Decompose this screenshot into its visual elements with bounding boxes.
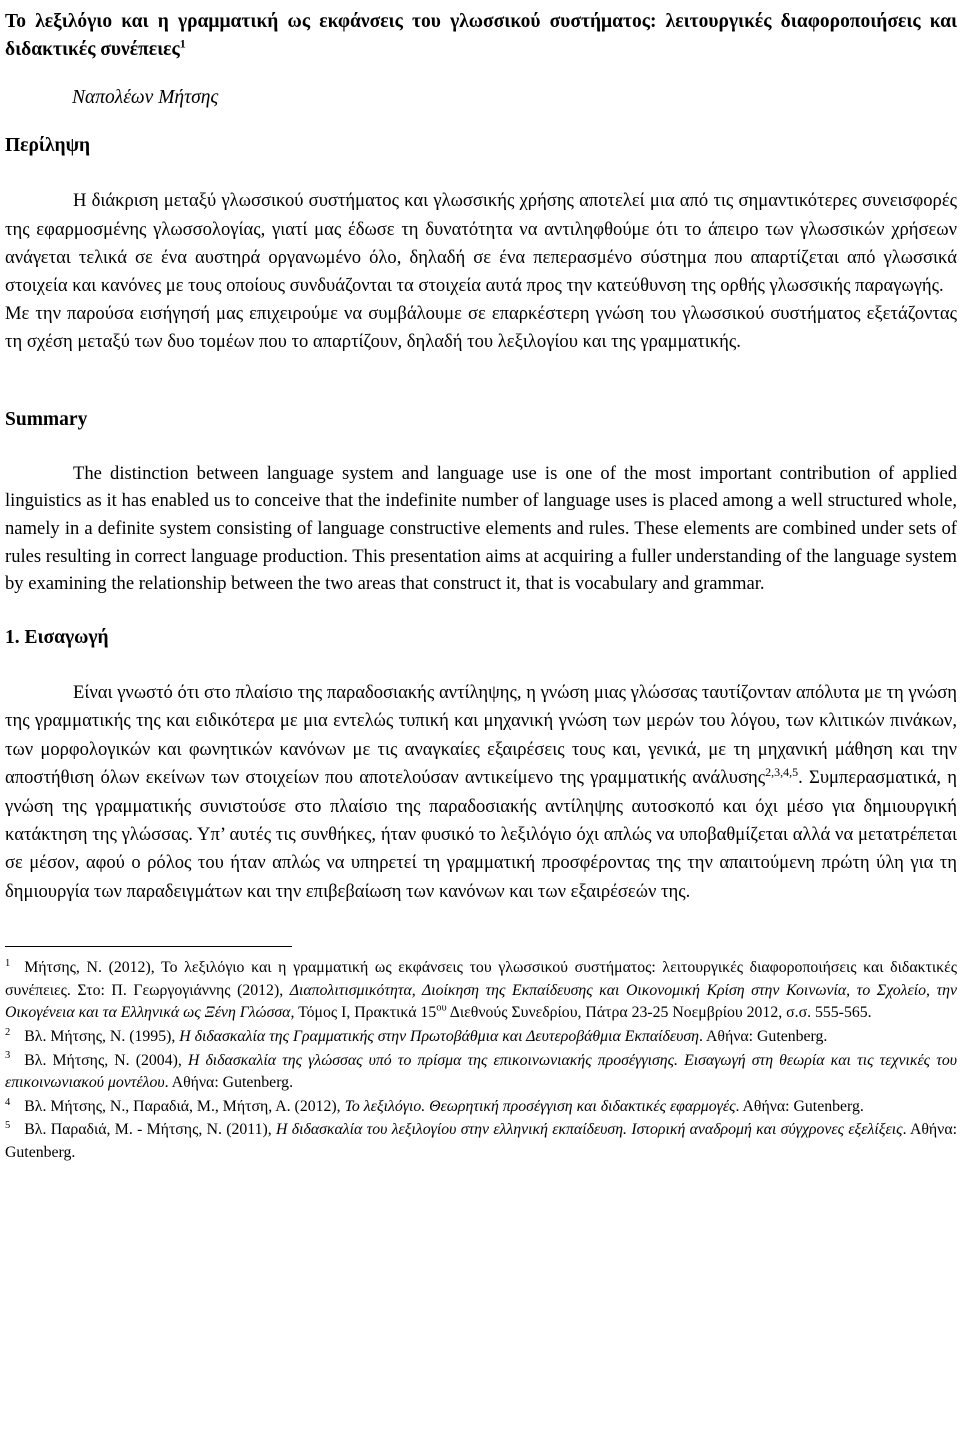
footnote-mark: 4 [5,1096,11,1108]
abstract-paragraph-2: Με την παρούσα εισήγησή μας επιχειρούμε να συμβάλουμε σε επαρκέστερη γνώση του γλωσσικού συστήματος εξετάζοντας τη σχέση μεταξύ των δυο τομέων που το απαρτίζουν, δηλαδή του λεξιλογίου και της γραμματικής. [5,303,957,353]
footnote-3 [5,1050,957,1095]
footnote-italic-title: Διαπολιτισμικότητα, Διοίκηση της Εκπαίδευσης και Οικονομική Κρίση στην Κοινωνία, το Σχολείο, την Οικογένεια και τα Ελληνικά ως Ξένη Γλώσσα [5,981,958,1022]
footnote-text: . Αθήνα: Gutenberg. [164,1074,294,1092]
footnote-text: . Αθήνα: Gutenberg. [735,1097,864,1115]
introduction-text-part-2: . Συμπερασματικά, η γνώση της γραμματικής συνιστούσε στο πλαίσιο της παραδοσιακής αντίληψης αυτοσκοπό και όχι μέσο για δημιουργική κατάκτηση της γλώσσας. Υπ’ αυτές τις συνθήκες, ήταν φυσικό το λεξιλόγιο όχι απλώς να υποβαθμίζεται αλλά να μετατρέπεται σε μέσον, αφού ο ρόλος του ήταν απλώς να υπηρετεί τη γραμματική προσφέροντας της την απαιτούμενη πρώτη ύλη για τη δημιουργία των παραδειγμάτων και την επιβεβαίωση των κανόνων και των εξαιρέσεών της. [5,767,957,902]
introduction-paragraph [5,679,957,906]
footnote-mark: 5 [5,1120,11,1132]
summary-paragraph: The distinction between language system and language use is one of the most important contribution of applied linguistics as it has enabled us to conceive that the indefinite number of language uses is placed among a well structured whole, namely in a definite system consisting of language constructive elements and rules. These elements are combined under sets of rules resulting in correct language production. This presentation aims at acquiring a fuller understanding of the language system by examining the relationship between the two areas that construct it, that is vocabulary and grammar. [5,462,957,595]
title-footnote-mark: 1 [179,36,186,51]
footnote-text: . Αθήνα: Gutenberg. [5,1121,957,1161]
abstract-heading: Περίληψη [5,135,91,157]
footnote-text: , Τόμος Ι, Πρακτικά 15 [290,1004,437,1022]
footnote-text: Βλ. Παραδιά, Μ. - Μήτσης, Ν. (2011), [24,1121,277,1139]
ordinal-suffix: ου [436,1003,447,1015]
abstract-paragraph-1: Η διάκριση μεταξύ γλωσσικού συστήματος και γλωσσικής χρήσης αποτελεί μια από τις σημαντικότερες συνεισφορές της εφαρμοσμένης γλωσσολογίας, γιατί μας έδωσε τη δυνατότητα να αντιληφθούμε ότι το άπειρο των γλωσσικών χρήσεων ανάγεται τελικά σε ένα αυστηρά οργανωμένο όλο, δηλαδή σε ένα πεπερασμένο σύστημα που απαρτίζεται από γλωσσικά στοιχεία και κανόνες με τους οποίους συνδυάζονται τα στοιχεία αυτά προς την κατεύθυνση της ορθής γλωσσικής παραγωγής. [5,190,957,297]
footnote-4 [5,1096,957,1119]
footnote-italic-title: Η διδασκαλία του λεξιλογίου στην ελληνική εκπαίδευση. Ιστορική αναδρομή και σύγχρονες εξελίξεις [276,1121,903,1139]
footnote-5 [5,1119,957,1164]
footnote-text: Διεθνούς Συνεδρίου, Πάτρα 23-25 Νοεμβρίου 2012, σ.σ. 555-565. [446,1004,872,1022]
introduction-text-part-1: Είναι γνωστό ότι στο πλαίσιο της παραδοσιακής αντίληψης, η γνώση μιας γλώσσας ταυτίζονταν απόλυτα με τη γνώση της γραμματικής της και ειδικότερα με μια εντελώς τυπική και μηχανική γνώση των μερών του λόγου, των κλιτικών πινάκων, των μορφολογικών και φωνητικών κανόνων με τις αναγκαίες εξαιρέσεις τους και, γενικά, με τη μηχανική μάθηση και την αποστήθιση όλων εκείνων των στοιχείων που αποτελούσαν αντικείμενο της γραμματικής ανάλυσης [5,682,957,789]
footnote-separator [5,946,292,947]
paper-title-text: Το λεξιλόγιο και η γραμματική ως εκφάνσεις του γλωσσικού συστήματος: λειτουργικές διαφοροποιήσεις και διδακτικές συνέπειες [5,11,957,60]
footnote-text: Μήτσης, Ν. (2012), Το λεξιλόγιο και η γραμματική ως εκφάνσεις του γλωσσικού συστήματος: λειτουργικές διαφοροποιήσεις και διδακτικές συνέπειες. Στο: Π. Γεωργογιάννης (2012), [5,959,957,999]
footnote-mark: 2 [5,1026,11,1038]
citation-marks: 2,3,4,5 [765,765,799,780]
footnotes [5,957,957,1164]
footnote-mark: 1 [5,957,11,969]
footnote-italic-title: Το λεξιλόγιο. Θεωρητική προσέγγιση και διδακτικές εφαρμογές [344,1097,736,1115]
footnote-italic-title: Η διδασκαλία της Γραμματικής στην Πρωτοβάθμια και Δευτεροβάθμια Εκπαίδευση [179,1028,699,1046]
footnote-2 [5,1026,957,1049]
footnote-1 [5,957,957,1025]
footnote-mark: 3 [5,1050,11,1062]
document-page [5,0,957,1165]
footnote-text: Βλ. Μήτσης, Ν. (2004), [24,1051,188,1069]
footnote-italic-title: Η διδασκαλία της γλώσσας υπό το πρίσμα της επικοινωνιακής προσέγγισης. Εισαγωγή στη θεωρία και τις τεχνικές του επικοινωνιακού μοντέλου [5,1051,958,1092]
introduction-heading: 1. Εισαγωγή [5,626,109,648]
footnote-text: Βλ. Μήτσης, Ν., Παραδιά, Μ., Μήτση, Α. (2012), [24,1097,345,1115]
footnote-text: . Αθήνα: Gutenberg. [699,1028,828,1046]
footnote-text: Βλ. Μήτσης, Ν. (1995), [24,1028,180,1046]
paper-title [5,8,957,64]
author-name: Ναπολέων Μήτσης [72,87,219,108]
summary-heading: Summary [5,408,88,430]
